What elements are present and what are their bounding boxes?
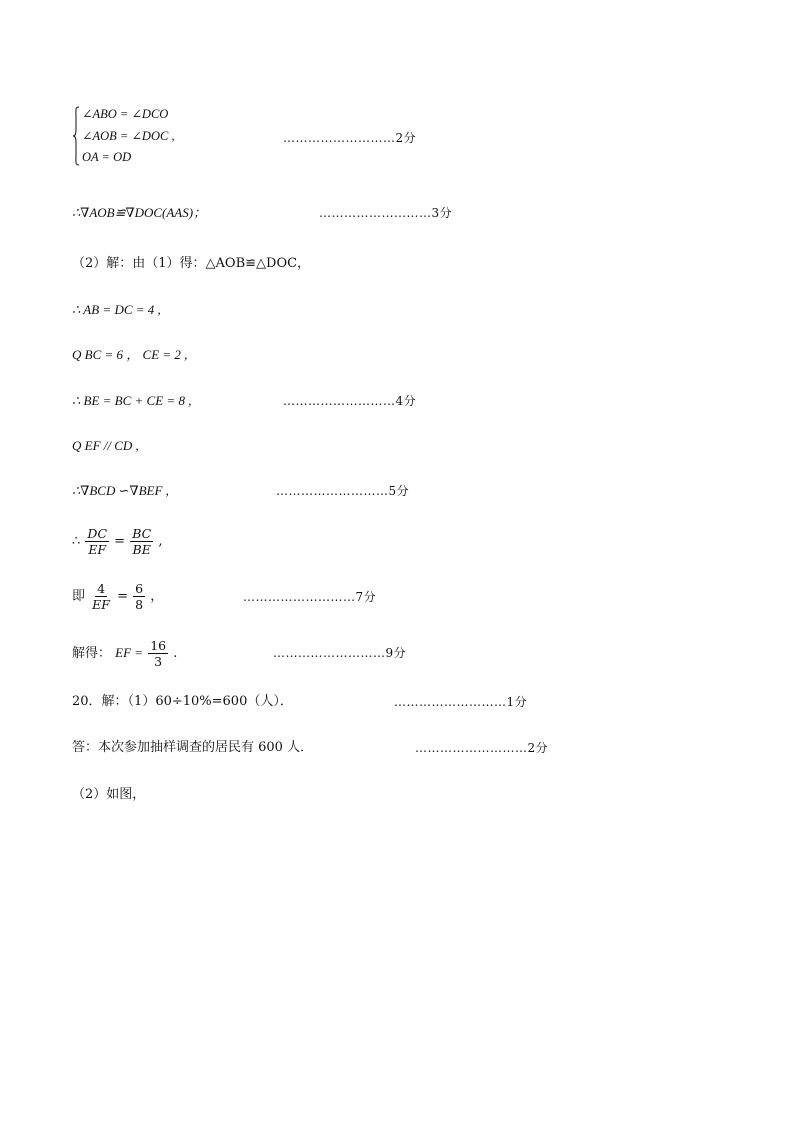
system-eq3: OA = OD [82, 150, 132, 164]
line-parallel: Q EF // CD , [72, 438, 139, 453]
line-substitute: 即 $\frac{4}{EF}$ = $\frac{6}{8}$ ， [72, 581, 164, 612]
therefore-symbol: ∴ [72, 534, 81, 549]
line-similar: ∴∇BCD ∽∇BEF , [72, 483, 169, 498]
fraction-16-3: $\frac{16}{3}$ [150, 638, 167, 669]
line-q20-part1: 20．解：（1）60÷10%=600（人）． [72, 694, 293, 709]
score-5: ………………………5分 [276, 484, 410, 498]
score-4: ………………………4分 [283, 394, 417, 408]
line-congruence-aas: ∴∇AOB≌∇DOC(AAS)； [72, 205, 207, 220]
score-2: ………………………2分 [283, 131, 417, 145]
line-proportion: ∴ $\frac{DC}{EF}$ = $\frac{BC}{BE}$ , [72, 526, 163, 557]
line-be: ∴ BE = BC + CE = 8 , [72, 393, 192, 408]
line-bc-ce: Q BC = 6 ， CE = 2 , [72, 347, 188, 362]
score-7: ………………………7分 [243, 590, 377, 604]
line-solution: 解得： EF = $\frac{16}{3}$ . [72, 638, 178, 669]
fraction-bc-be: $\frac{BC}{BE}$ [132, 526, 152, 557]
score-1: ………………………1分 [394, 695, 528, 709]
line-part2-figure: （2）如图， [72, 787, 146, 802]
fraction-4-ef: $\frac{4}{EF}$ [92, 581, 110, 612]
score-2b: ………………………2分 [415, 741, 549, 755]
fraction-dc-ef: $\frac{DC}{EF}$ [87, 526, 108, 557]
score-3: ………………………3分 [319, 206, 453, 220]
system-brace [72, 106, 80, 166]
fraction-6-8: $\frac{6}{8}$ [135, 581, 144, 612]
line-ab-dc: ∴ AB = DC = 4 , [72, 302, 161, 317]
line-answer: 答：本次参加抽样调查的居民有 600 人． [72, 740, 314, 755]
line-part2-intro: （2）解：由（1）得：△AOB≌△DOC， [72, 256, 311, 271]
score-9: ………………………9分 [273, 646, 407, 660]
system-eq1: ∠ABO = ∠DCO [82, 107, 169, 121]
system-eq2: ∠AOB = ∠DOC , [82, 129, 175, 143]
